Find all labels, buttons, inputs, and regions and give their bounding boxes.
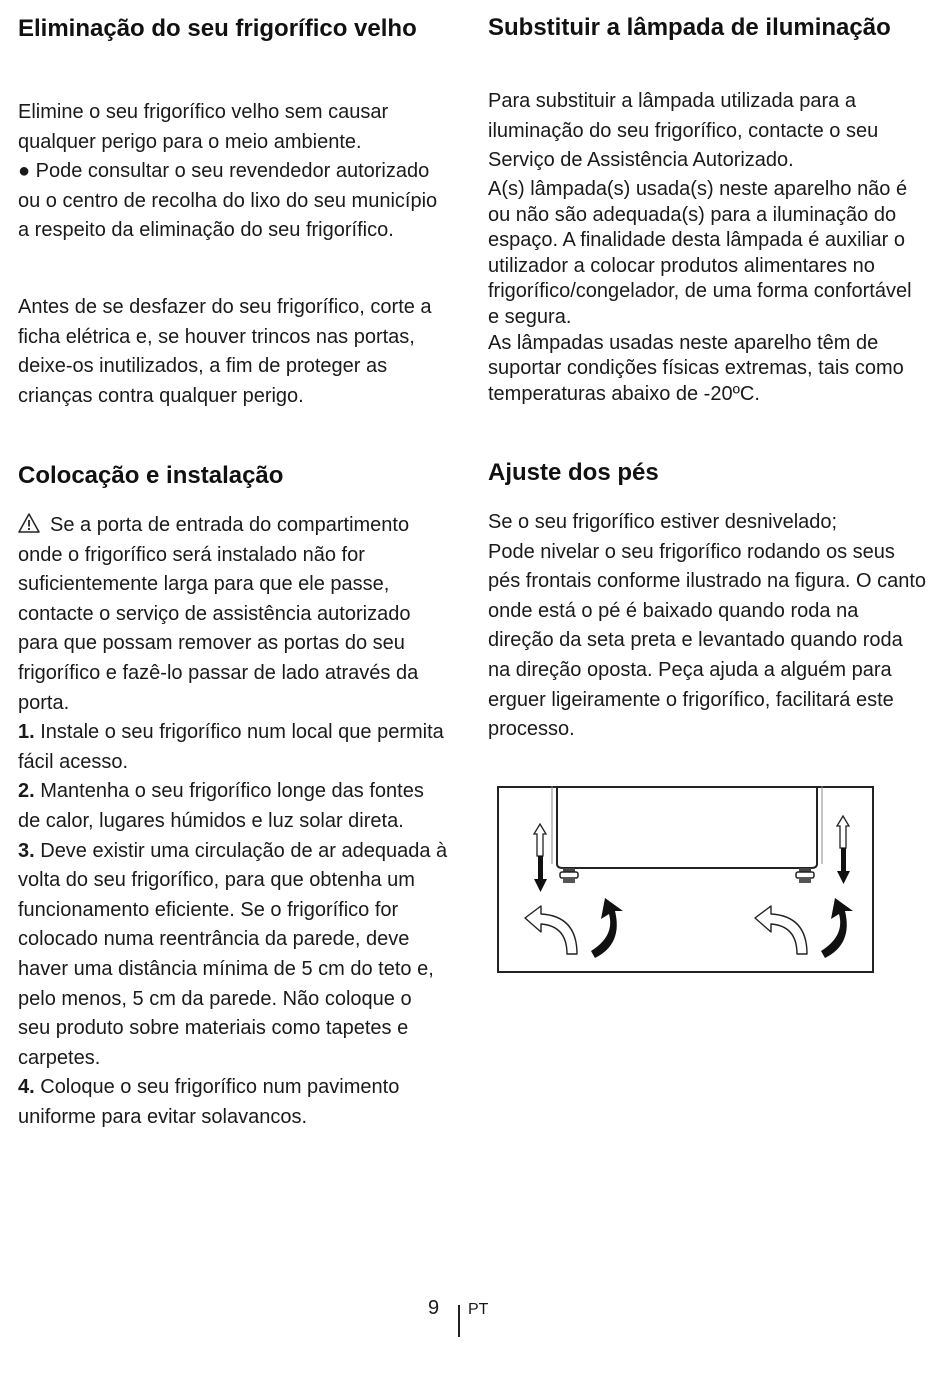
placement-heading: Colocação e instalação xyxy=(18,462,284,489)
lamp-text-1 xyxy=(488,87,928,176)
language-label: PT xyxy=(468,1301,489,1318)
placement-text xyxy=(18,511,448,1132)
placement-item-2: 2. Mantenha o seu frigorífico longe das fontes de calor, lugares húmidos e luz solar direta. xyxy=(18,780,424,832)
lamp-text-2 xyxy=(488,177,928,407)
feet-paragraph-1: Se o seu frigorífico estiver desnivelado; xyxy=(488,511,838,533)
lamp-section xyxy=(488,12,928,43)
placement-item-4: 4. Coloque o seu frigorífico num pavimento uniforme para evitar solavancos. xyxy=(18,1076,400,1128)
placement-section xyxy=(18,459,448,493)
warning-icon xyxy=(18,513,40,533)
placement-warning: Se a porta de entrada do compartimento onde o frigorífico será instalado não for suficientemente larga para que ele passe, contacte o serviço de assistência autorizado para que possam remover as portas do seu frigorífico e fazê-lo passar de lado através da porta. xyxy=(18,514,419,714)
feet-text xyxy=(488,508,928,745)
disposal-paragraph-1: Elimine o seu frigorífico velho sem causar qualquer perigo para o meio ambiente. ● Pode consultar o seu revendedor autorizado ou o centro de recolha do lixo do seu município a respeito da eliminação do seu frigorífico. xyxy=(18,101,438,242)
disposal-bullet: ● Pode consultar o seu revendedor autorizado ou o centro de recolha do lixo do seu município a respeito da eliminação do seu frigorífico. xyxy=(18,160,438,242)
disposal-text xyxy=(18,98,448,246)
lamp-paragraph-2: A(s) lâmpada(s) usada(s) neste aparelho não é ou não são adequada(s) para a iluminação do espaço. A finalidade desta lâmpada é auxiliar o utilizador a colocar produtos alimentares no frigorífico/congelador, de uma forma confortável e segura. xyxy=(488,178,912,328)
disposal-heading: Eliminação do seu frigorífico velho xyxy=(18,15,417,42)
feet-paragraph-2: Pode nivelar o seu frigorífico rodando os seus pés frontais conforme ilustrado na figura. O canto onde está o pé é baixado quando roda na direção da seta preta e levantado quando roda na direção oposta. Peça ajuda a alguém para erguer ligeiramente o frigorífico, facilitará este processo. xyxy=(488,540,927,741)
placement-item-1: 1. Instale o seu frigorífico num local que permita fácil acesso. xyxy=(18,721,444,773)
lamp-paragraph-3: As lâmpadas usadas neste aparelho têm de suportar condições físicas extremas, tais como temperaturas abaixo de -20ºC. xyxy=(488,331,904,405)
feet-heading: Ajuste dos pés xyxy=(488,459,659,486)
placement-item-3: 3. Deve existir uma circulação de ar adequada à volta do seu frigorífico, para que obtenha um funcionamento eficiente. Se o frigorífico for colocado numa reentrância da parede, deve haver uma distância mínima de 5 cm do teto e, pelo menos, 5 cm da parede. Não coloque o seu produto sobre materiais como tapetes e carpetes. xyxy=(18,839,448,1069)
footer-divider xyxy=(458,1305,460,1337)
disposal-section xyxy=(18,12,448,46)
page-number: 9 xyxy=(428,1297,440,1319)
lamp-paragraph-1: Para substituir a lâmpada utilizada para a iluminação do seu frigorífico, contacte o seu Serviço de Assistência Autorizado. xyxy=(488,90,879,172)
feet-section xyxy=(488,456,928,490)
disposal-paragraph-2: Antes de se desfazer do seu frigorífico, corte a ficha elétrica e, se houver trincos nas portas, deixe-os inutilizados, a fim de proteger as crianças contra qualquer perigo. xyxy=(18,296,432,407)
leveling-feet-figure xyxy=(497,786,874,973)
disposal-text-2 xyxy=(18,293,448,411)
lamp-heading: Substituir a lâmpada de iluminação xyxy=(488,14,891,41)
